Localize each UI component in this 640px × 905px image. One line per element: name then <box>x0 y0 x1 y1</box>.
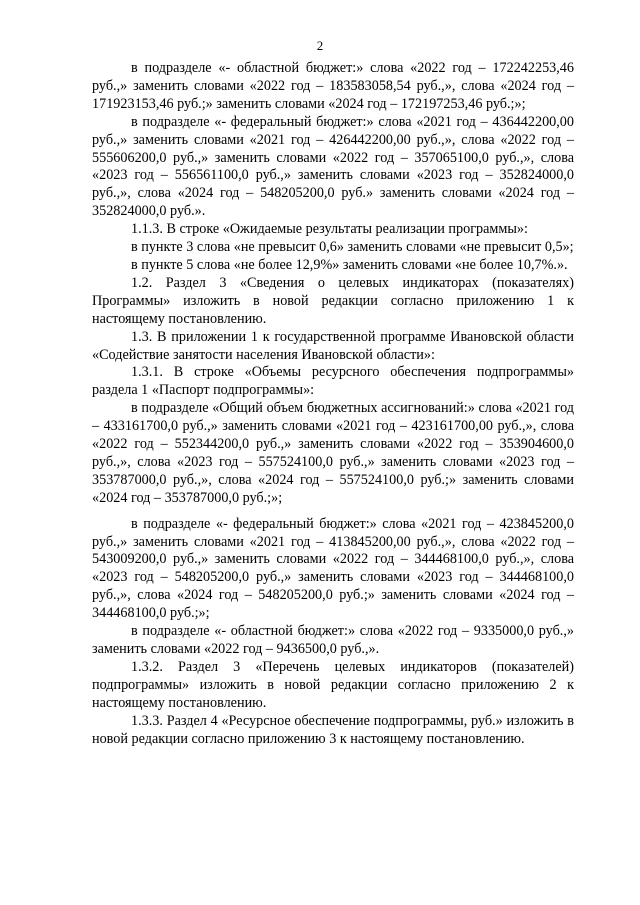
paragraph-subprogram-regional-amendment: в подразделе «- областной бюджет:» слова «2022 год – 9335000,0 руб.,» заменить словами «2022 год – 9436500,0 руб.,». <box>92 623 574 657</box>
paragraph-1-3: 1.3. В приложении 1 к государственной программе Ивановской области «Содействие занятости населения Ивановской области»: <box>92 328 574 363</box>
paragraph-1-3-3: 1.3.3. Раздел 4 «Ресурсное обеспечение подпрограммы, руб.» изложить в новой редакции согласно приложению 3 к настоящему постановлению. <box>92 712 574 747</box>
paragraph-point-5: в пункте 5 слова «не более 12,9%» заменить словами «не более 10,7%.». <box>131 256 568 273</box>
document-body <box>92 60 574 748</box>
paragraph-1-3-2: 1.3.2. Раздел 3 «Перечень целевых индикаторов (показателей) подпрограммы» изложить в новой редакции согласно приложению 2 к настоящему постановлению. <box>92 658 574 711</box>
paragraph-1-1-3-heading: 1.1.3. В строке «Ожидаемые результаты реализации программы»: <box>131 221 528 238</box>
paragraph-1-3-1: 1.3.1. В строке «Объемы ресурсного обеспечения подпрограммы» раздела 1 «Паспорт подпрограммы»: <box>92 364 574 399</box>
paragraph-subprogram-federal-amendment: в подразделе «- федеральный бюджет:» слова «2021 год – 423845200,0 руб.,» заменить словами «2021 год – 413845200,00 руб.,», слова «2022 год – 543009200,0 руб.,» заменить словами «2022 год – 344468100,0 руб.,», слова «2023 год – 548205200,0 руб.,» заменить словами «2023 год – 344468100,0 руб.,», слова «2024 год – 548205200,0 руб.;» заменить словами «2024 год – 344468100,0 руб.;»; <box>92 515 574 622</box>
paragraph-regional-budget-amendment: в подразделе «- областной бюджет:» слова «2022 год – 172242253,46 руб.,» заменить словами «2022 год – 183583058,54 руб.,», слова «2024 год – 171923153,46 руб.;» заменить словами «2024 год – 172197253,46 руб.;»; <box>92 60 574 112</box>
page-number: 2 <box>316 38 324 53</box>
paragraph-point-3: в пункте 3 слова «не превысит 0,6» заменить словами «не превысит 0,5»; <box>131 239 574 256</box>
paragraph-1-2: 1.2. Раздел 3 «Сведения о целевых индикаторах (показателях) Программы» изложить в новой редакции согласно приложению 1 к настоящему постановлению. <box>92 274 574 327</box>
paragraph-federal-budget-amendment: в подразделе «- федеральный бюджет:» слова «2021 год – 436442200,00 руб.,» заменить словами «2021 год – 426442200,00 руб.,», слова «2022 год – 555606200,0 руб.,» заменить словами «2022 год – 357065100,0 руб.,», слова «2023 год – 556561100,0 руб.,» заменить словами «2023 год – 352824000,0 руб.,», слова «2024 год – 548205200,0 руб.» заменить словами «2024 год – 352824000,0 руб.». <box>92 113 574 220</box>
paragraph-total-allocations-amendment: в подразделе «Общий объем бюджетных ассигнований:» слова «2021 год – 433161700,0 руб.,» заменить словами «2021 год – 423161700,00 руб.,», слова «2022 год – 552344200,0 руб.,» заменить словами «2022 год – 353904600,0 руб.,», слова «2023 год – 557524100,0 руб.,» заменить словами «2023 год – 353787000,0 руб.,», слова «2024 год – 557524100,0 руб.;» заменить словами «2024 год – 353787000,0 руб.;»; <box>92 400 574 506</box>
